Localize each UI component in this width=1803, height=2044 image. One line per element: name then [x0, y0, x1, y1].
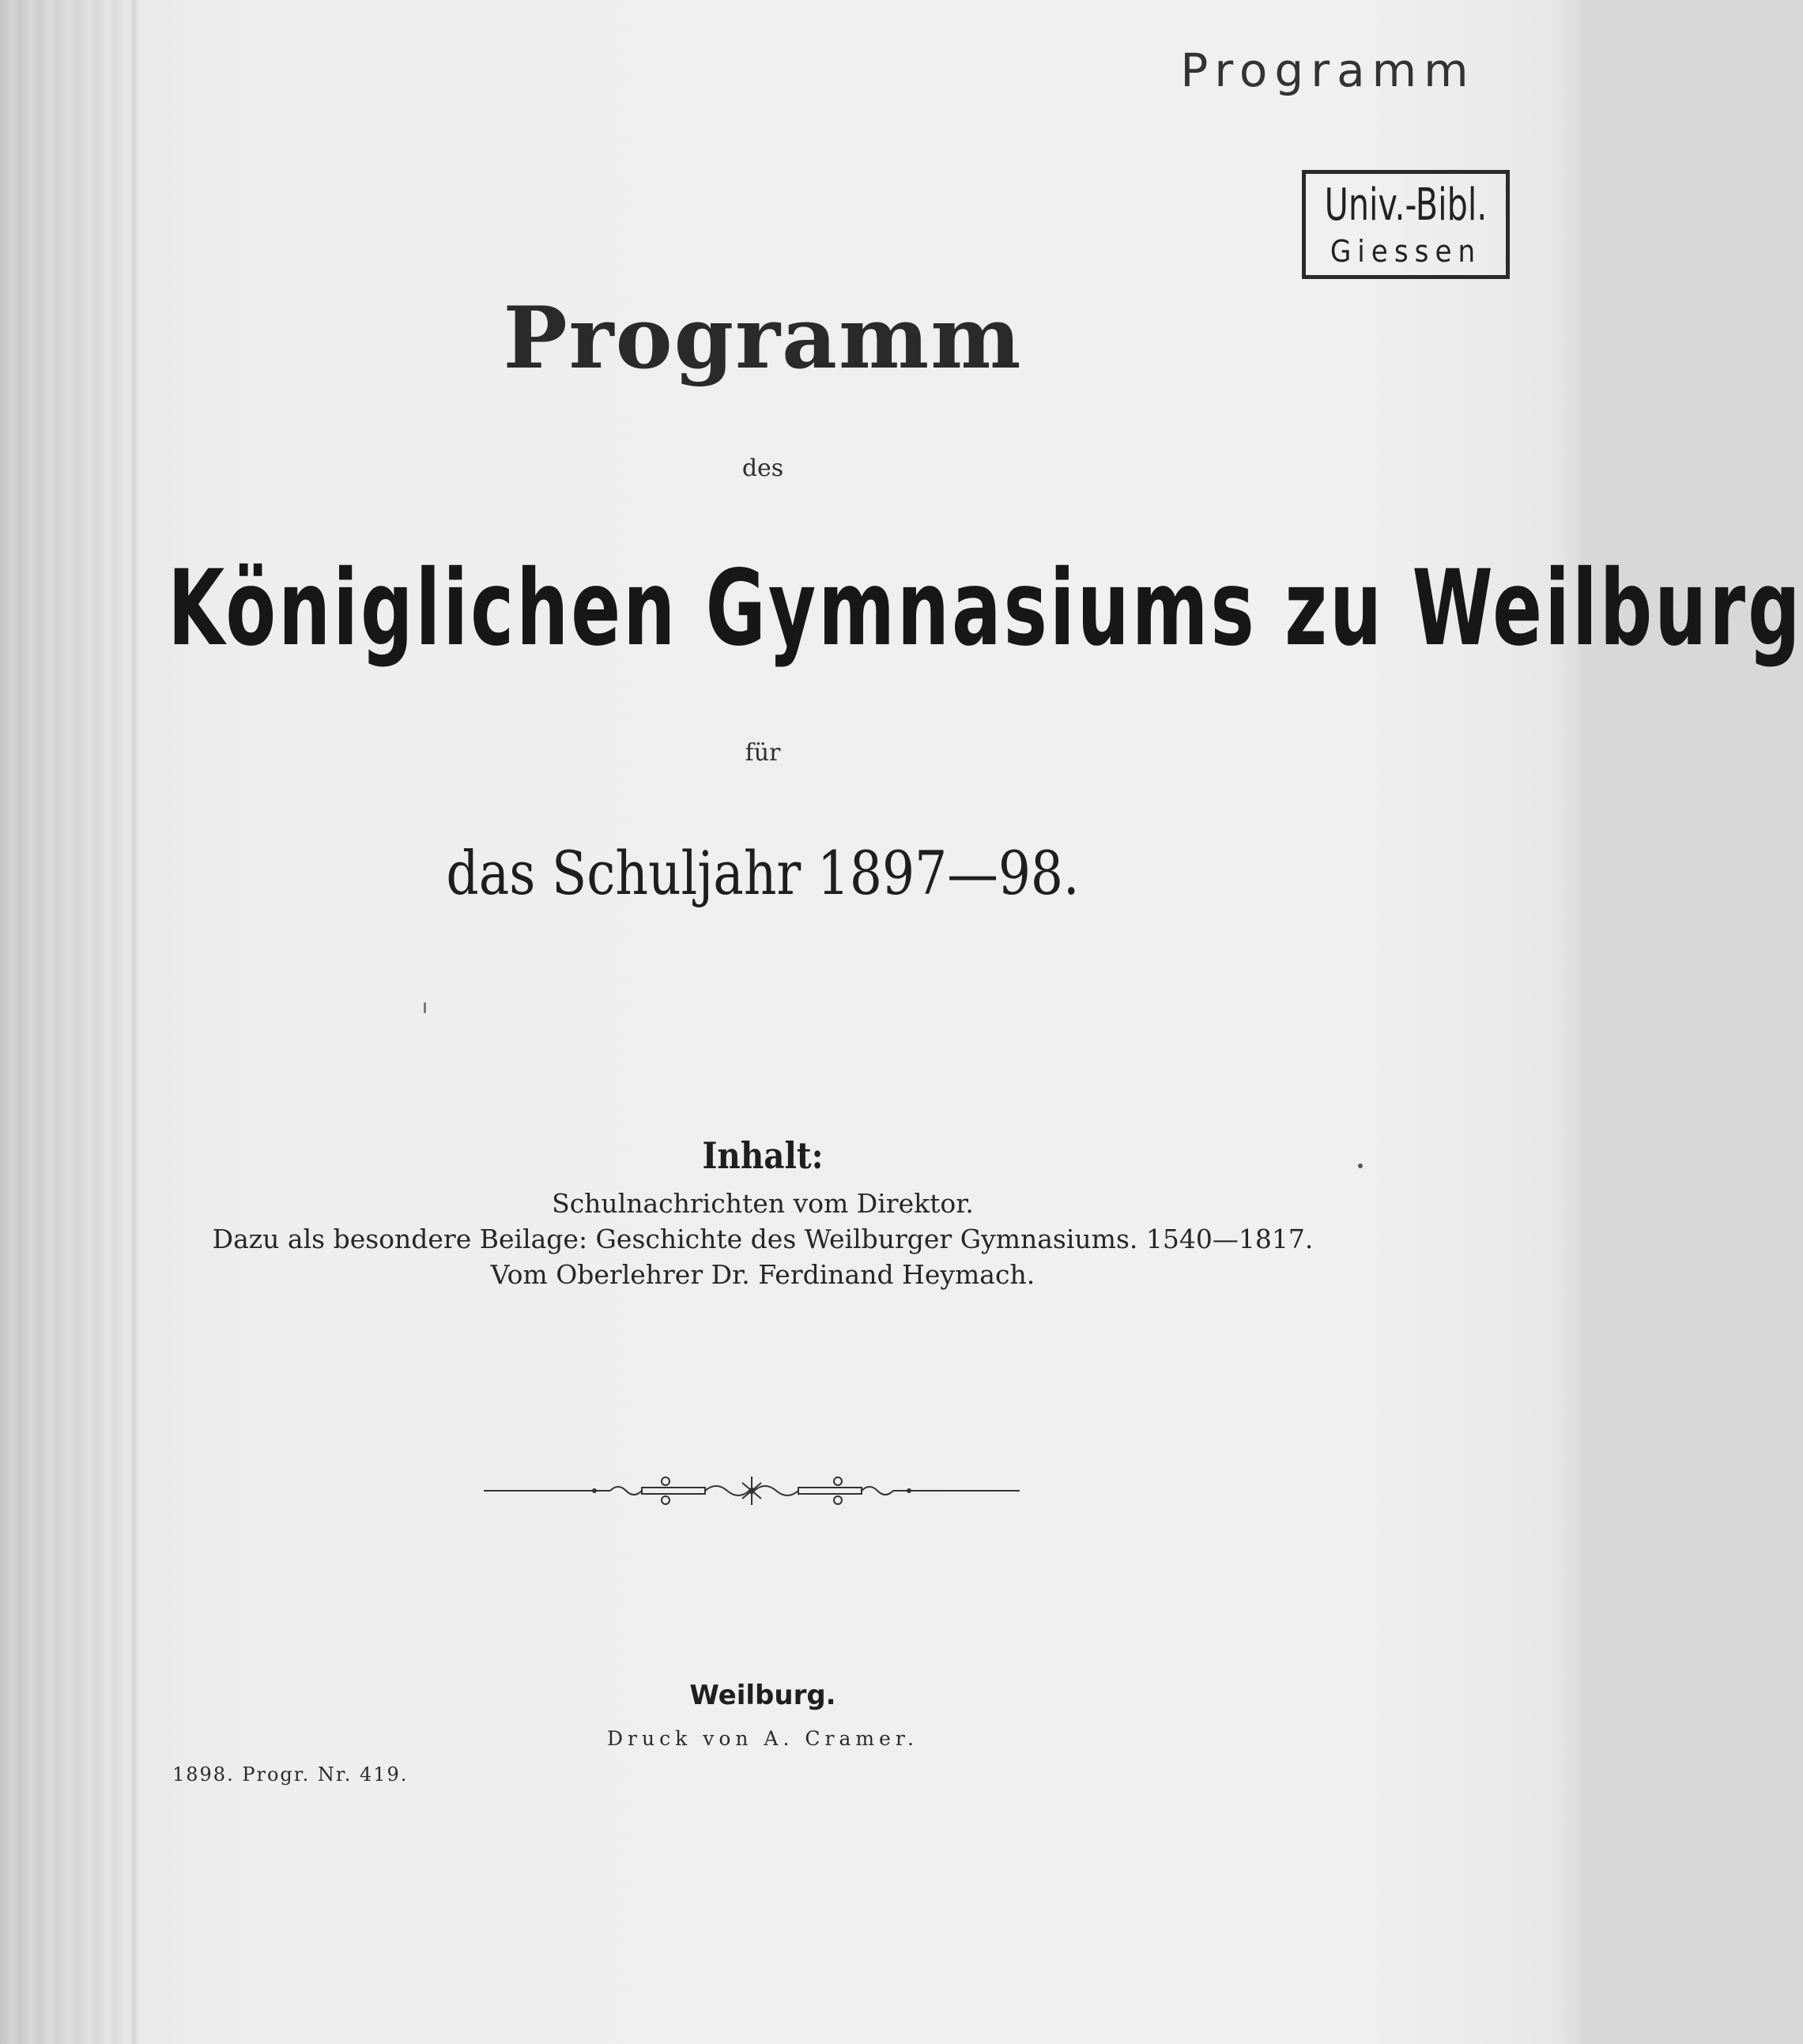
imprint-place: Weilburg. [689, 1680, 836, 1711]
stamp-line-1: Univ.-Bibl. [1324, 179, 1488, 231]
page-title: Programm [503, 288, 1023, 388]
library-stamp [1302, 170, 1510, 279]
des-word: des [741, 454, 784, 482]
program-number-note: 1898. Progr. Nr. 419. [172, 1763, 409, 1786]
stamp-line-2: Giessen [1330, 234, 1482, 269]
imprint-printer: Druck von A. Cramer. [607, 1727, 918, 1750]
contents-line-1: Schulnachrichten vom Direktor. [552, 1188, 974, 1219]
paper-mark [424, 1002, 426, 1013]
institution-name: Königlichen Gymnasiums zu Weilburg [168, 548, 1803, 669]
paper-speck [1358, 1163, 1363, 1168]
corner-label: Programm [1180, 43, 1476, 97]
fuer-word: für [745, 739, 781, 767]
contents-heading: Inhalt: [702, 1134, 824, 1177]
decorative-rule-ornament [484, 1475, 1020, 1507]
contents-line-2: Dazu als besondere Beilage: Geschichte des Weilburger Gymnasiums. 1540—1817. [212, 1224, 1314, 1254]
school-year: das Schuljahr 1897—98. [446, 838, 1080, 908]
contents-line-3: Vom Oberlehrer Dr. Ferdinand Heymach. [490, 1259, 1035, 1290]
